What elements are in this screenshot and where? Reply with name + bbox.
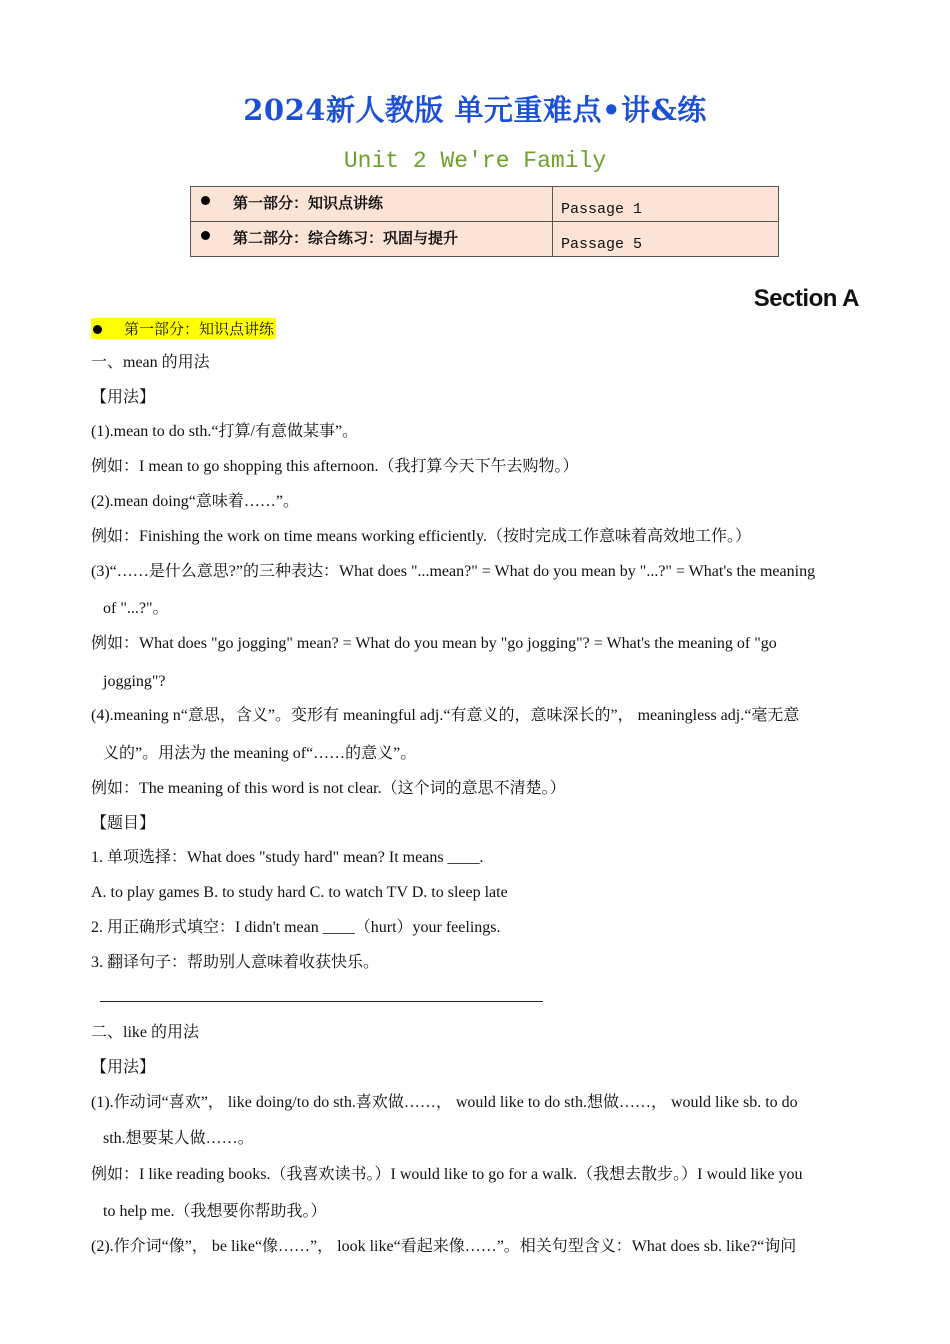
passage-cell <box>553 222 779 257</box>
part-label-text: 第一部分：知识点讲练 <box>124 320 275 338</box>
text-line: 一、mean 的用法 <box>91 354 210 371</box>
passage-cell <box>553 187 779 222</box>
part-label <box>91 318 276 339</box>
text-line: 例如：I like reading books.（我喜欢读书。）I would like to go for a walk.（我想去散步。）I would like you <box>91 1166 803 1183</box>
contents-cell <box>191 187 553 222</box>
section-heading: Section A <box>753 285 859 312</box>
document-title: 2024新人教版 单元重难点•讲&练 <box>243 93 707 127</box>
text-line: 3. 翻译句子：帮助别人意味着收获快乐。 <box>91 954 380 971</box>
text-line: (1).作动词“喜欢”， like doing/to do sth.喜欢做……， would like to do sth.想做……， would like sb. to do <box>91 1094 798 1111</box>
contents-row <box>191 187 779 222</box>
bullet-icon <box>201 231 210 240</box>
text-line: 例如：Finishing the work on time means working efficiently.（按时完成工作意味着高效地工作。） <box>91 528 751 545</box>
contents-cell <box>191 222 553 257</box>
text-line: 义的”。用法为 the meaning of“……的意义”。 <box>103 745 417 762</box>
text-line: 【用法】 <box>91 389 156 406</box>
bullet-icon <box>93 325 102 334</box>
text-line: to help me.（我想要你帮助我。） <box>103 1203 327 1220</box>
text-line: 例如：The meaning of this word is not clear.（这个词的意思不清楚。） <box>91 780 566 797</box>
text-line: of "...?"。 <box>103 600 169 617</box>
text-line: (2).mean doing“意味着……”。 <box>91 493 299 510</box>
text-line: 2. 用正确形式填空：I didn't mean ____（hurt）your feelings. <box>91 919 501 936</box>
text-line: A. to play games B. to study hard C. to watch TV D. to sleep late <box>91 884 508 901</box>
answer-blank-line <box>100 1001 543 1002</box>
text-line: (4).meaning n“意思，含义”。变形有 meaningful adj.“有意义的，意味深长的”， meaningless adj.“毫无意 <box>91 707 800 724</box>
passage-number: Passage 5 <box>561 236 643 253</box>
text-line: jogging"? <box>103 673 166 690</box>
text-line: 例如：I mean to go shopping this afternoon.（我打算今天下午去购物。） <box>91 458 579 475</box>
passage-number: Passage 1 <box>561 201 643 218</box>
contents-row <box>191 222 779 257</box>
text-line: 例如：What does "go jogging" mean? = What do you mean by "go jogging"? = What's the meaning of "go <box>91 635 777 652</box>
text-line: 【用法】 <box>91 1059 156 1076</box>
unit-subtitle: Unit 2 We're Family <box>343 148 607 174</box>
text-line: 1. 单项选择：What does "study hard" mean? It means ____. <box>91 849 484 866</box>
contents-table <box>190 186 779 257</box>
contents-label: 第一部分：知识点讲练 <box>233 194 384 212</box>
text-line: (2).作介词“像”， be like“像……”， look like“看起来像……”。相关句型含义：What does sb. like?“询问 <box>91 1238 797 1255</box>
text-line: (1).mean to do sth.“打算/有意做某事”。 <box>91 423 359 440</box>
text-line: 【题目】 <box>91 815 156 832</box>
bullet-icon <box>201 196 210 205</box>
contents-label: 第二部分：综合练习：巩固与提升 <box>233 229 459 247</box>
text-line: sth.想要某人做……。 <box>103 1130 254 1147</box>
text-line: 二、like 的用法 <box>91 1024 199 1041</box>
text-line: (3)“……是什么意思?”的三种表达：What does "...mean?" = What do you mean by "...?" = What's the meaning <box>91 563 816 580</box>
